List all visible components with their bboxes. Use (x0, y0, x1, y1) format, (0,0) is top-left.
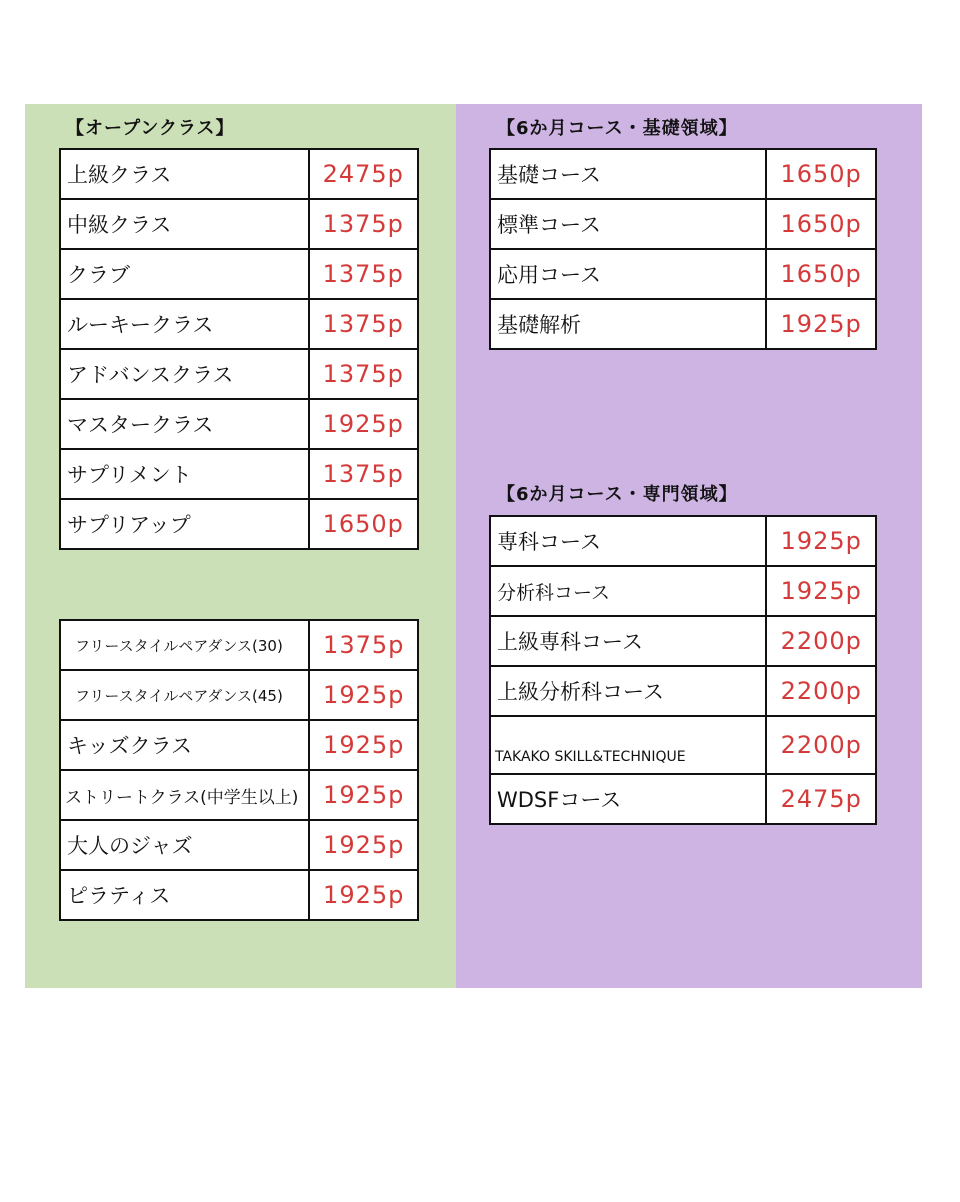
table-row (490, 716, 876, 774)
course-name: 応用コース (490, 249, 766, 299)
class-price: 1650p (309, 499, 418, 549)
table-row (490, 299, 876, 349)
basic-course-heading: 【6か月コース・基礎領域】 (497, 118, 738, 139)
class-name: アドバンスクラス (60, 349, 309, 399)
table-row (60, 199, 418, 249)
table-row (60, 499, 418, 549)
course-name: 専科コース (490, 516, 766, 566)
special-course-table (489, 515, 877, 825)
other-class-table (59, 619, 419, 921)
course-price: 2200p (766, 716, 876, 774)
class-name: フリースタイルペアダンス(45) (60, 670, 309, 720)
class-price: 1925p (309, 720, 418, 770)
class-name: マスタークラス (60, 399, 309, 449)
table-row (490, 774, 876, 824)
course-name: 上級分析科コース (490, 666, 766, 716)
course-price: 2200p (766, 616, 876, 666)
table-row (60, 149, 418, 199)
class-name: クラブ (60, 249, 309, 299)
course-price: 1650p (766, 249, 876, 299)
class-name: 大人のジャズ (60, 820, 309, 870)
basic-course-table (489, 148, 877, 350)
class-price: 1375p (309, 449, 418, 499)
table-row (60, 670, 418, 720)
course-price: 1650p (766, 149, 876, 199)
table-row (60, 299, 418, 349)
class-price: 1375p (309, 349, 418, 399)
class-price: 1925p (309, 820, 418, 870)
course-price: 1925p (766, 299, 876, 349)
table-row (60, 620, 418, 670)
class-price: 1375p (309, 249, 418, 299)
table-row (60, 249, 418, 299)
class-name: サプリメント (60, 449, 309, 499)
table-row (490, 616, 876, 666)
class-name: キッズクラス (60, 720, 309, 770)
class-name: フリースタイルペアダンス(30) (60, 620, 309, 670)
class-price: 1925p (309, 399, 418, 449)
special-course-heading: 【6か月コース・専門領域】 (497, 484, 738, 505)
table-row (490, 199, 876, 249)
course-name: 上級専科コース (490, 616, 766, 666)
table-row (490, 149, 876, 199)
course-name: 標準コース (490, 199, 766, 249)
table-row (60, 770, 418, 820)
class-price: 1925p (309, 870, 418, 920)
class-price: 1375p (309, 620, 418, 670)
table-row (60, 870, 418, 920)
course-price: 1650p (766, 199, 876, 249)
open-class-table (59, 148, 419, 550)
table-row (490, 566, 876, 616)
class-price: 1925p (309, 770, 418, 820)
table-row (60, 449, 418, 499)
class-price: 1925p (309, 670, 418, 720)
table-row (490, 249, 876, 299)
class-price: 2475p (309, 149, 418, 199)
class-price: 1375p (309, 199, 418, 249)
course-name: TAKAKO SKILL&TECHNIQUE (490, 716, 766, 774)
table-row (490, 516, 876, 566)
course-price: 1925p (766, 516, 876, 566)
course-name: WDSFコース (490, 774, 766, 824)
course-price: 1925p (766, 566, 876, 616)
table-row (60, 349, 418, 399)
course-name: 基礎コース (490, 149, 766, 199)
table-row (60, 399, 418, 449)
table-row (60, 820, 418, 870)
class-price: 1375p (309, 299, 418, 349)
open-class-heading: 【オープンクラス】 (66, 118, 235, 139)
table-row (490, 666, 876, 716)
class-name: ルーキークラス (60, 299, 309, 349)
class-name: 中級クラス (60, 199, 309, 249)
course-name: 分析科コース (490, 566, 766, 616)
course-name: 基礎解析 (490, 299, 766, 349)
course-price: 2475p (766, 774, 876, 824)
course-price: 2200p (766, 666, 876, 716)
table-row (60, 720, 418, 770)
class-name: 上級クラス (60, 149, 309, 199)
class-name: サプリアップ (60, 499, 309, 549)
class-name: ストリートクラス(中学生以上) (60, 770, 309, 820)
class-name: ピラティス (60, 870, 309, 920)
